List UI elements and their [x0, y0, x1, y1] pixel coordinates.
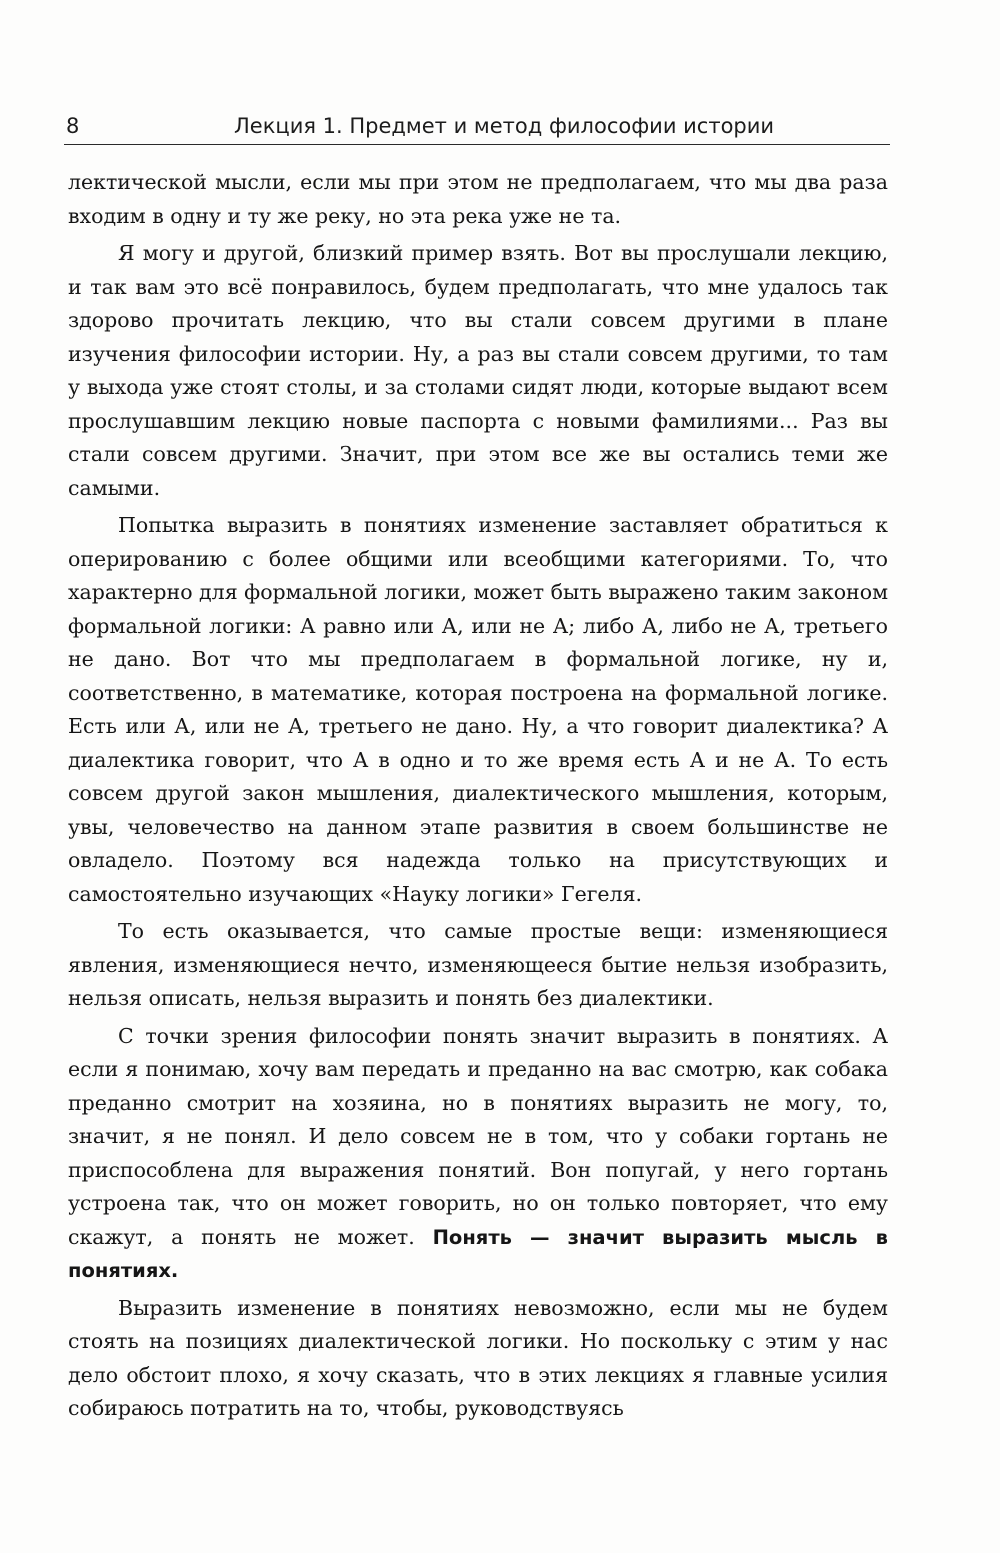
body-text [68, 166, 888, 1430]
paragraph: То есть оказывается, что самые простые вещи: изменяющиеся явления, изменяющиеся нечто, изменяющееся бытие нельзя изобразить, нельзя описать, нельзя выразить и понять без диалектики. [68, 919, 888, 1010]
page-number: 8 [66, 114, 80, 138]
paragraph: Попытка выразить в понятиях изменение заставляет обратиться к оперированию с более общими или всеобщими категориями. То, что характерно для формальной логики, может быть выражено таким законом формальной логики: А равно или А, или не А; либо А, либо не А, третьего не дано. Вот что мы предполагаем в формальной логике, ну и, соответственно, в математике, которая построена на формальной логике. Есть или А, или не А, третьего не дано. Ну, а что говорит диалектика? А диалектика говорит, что А в одно и то же время есть А и не А. То есть совсем другой закон мышления, диалектического мышления, которым, увы, человечество на данном этапе развития в своем большинстве не овладело. Поэтому вся надежда только на присутствующих и самостоятельно изучающих «Науку логики» Гегеля. [68, 513, 889, 906]
running-header [64, 110, 890, 145]
bold-emphasis: Понять — значит выразить мысль в понятиях. [68, 1225, 888, 1282]
paragraph-continued: лектической мысли, если мы при этом не предполагаем, что мы два раза входим в одну и ту же реку, но эта река уже не та. [68, 170, 888, 228]
paragraph-text: С точки зрения философии понять значит выразить в понятиях. А если я понимаю, хочу вам передать и преданно на вас смотрю, как собака преданно смотрит на хозяина, но в понятиях выразить не могу, то, значит, я не понял. И дело совсем не в том, что у собаки гортань не приспособлена для выражения понятий. Вон попугай, у него гортань устроена так, что он может говорить, но он только повторяет, что ему скажут, а понять не может. [68, 1023, 888, 1249]
paragraph-with-emphasis [68, 1020, 888, 1288]
chapter-title: Лекция 1. Предмет и метод философии истории [234, 114, 775, 138]
paragraph: Я могу и другой, близкий пример взять. Вот вы прослушали лекцию, и так вам это всё понравилось, будем предполагать, что мне удалось так здорово прочитать лекцию, что вы стали совсем другими в плане изучения философии истории. Ну, а раз вы стали совсем другими, то там у выхода уже стоят столы, и за столами сидят люди, которые выдают всем прослушавшим лекцию новые паспорта с новыми фамилиями... Раз вы стали совсем другими. Значит, при этом все же вы остались теми же самыми. [68, 241, 888, 500]
paragraph: Выразить изменение в понятиях невозможно, если мы не будем стоять на позициях диалектической логики. Но поскольку с этим у нас дело обстоит плохо, я хочу сказать, что в этих лекциях я главные усилия собираюсь потратить на то, чтобы, руководствуясь [68, 1295, 888, 1420]
